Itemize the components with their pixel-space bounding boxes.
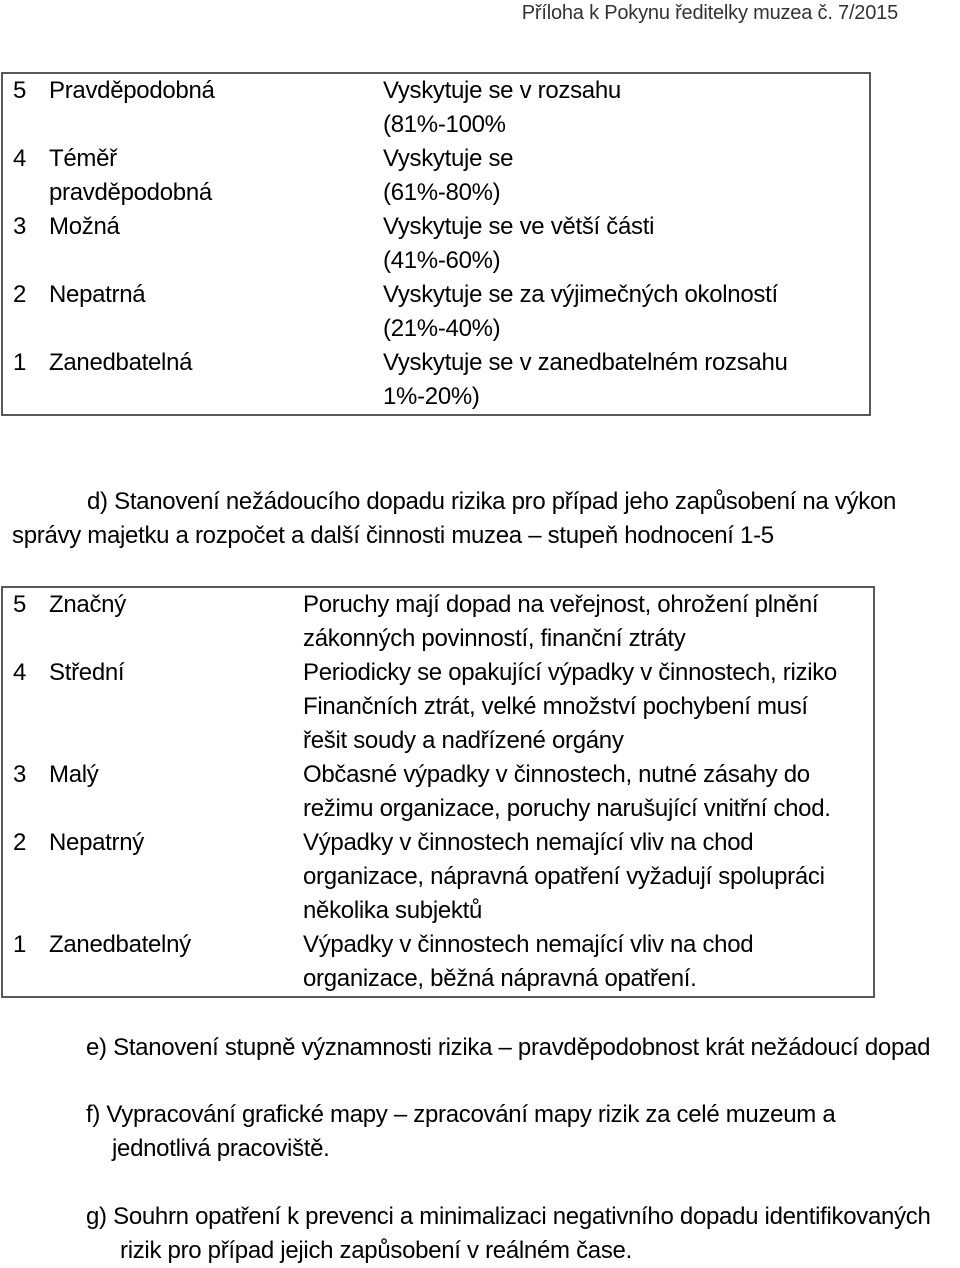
- row-number: 1: [13, 349, 27, 376]
- table-row: [2, 278, 870, 346]
- row-label: Malý: [49, 761, 99, 788]
- row-description-line: 1%-20%): [383, 383, 480, 410]
- row-description-line: režimu organizace, poruchy narušující vnitřní chod.: [303, 795, 831, 822]
- section-f-paragraph: [86, 1098, 946, 1166]
- section-f-line: f) Vypracování grafické mapy – zpracování mapy rizik za celé muzeum a: [86, 1101, 836, 1128]
- row-description-line: (21%-40%): [383, 315, 501, 342]
- table-row: [2, 928, 874, 997]
- row-number: 1: [13, 931, 27, 958]
- section-g-paragraph: [86, 1200, 960, 1268]
- impact-table: [1, 586, 875, 998]
- row-description-line: Vyskytuje se ve větší části: [383, 213, 655, 240]
- table-row: [2, 587, 874, 656]
- row-label: Nepatrný: [49, 829, 144, 856]
- row-description-line: organizace, běžná nápravná opatření.: [303, 965, 697, 992]
- row-description-line: Vyskytuje se za výjimečných okolností: [383, 281, 778, 308]
- row-description-line: Periodicky se opakující výpadky v činnostech, riziko: [303, 659, 837, 686]
- row-label: Střední: [49, 659, 125, 686]
- row-number: 4: [13, 145, 27, 172]
- table-row: [2, 826, 874, 928]
- row-number: 4: [13, 659, 27, 686]
- row-label: Značný: [49, 591, 126, 618]
- table-row: [2, 210, 870, 278]
- row-number: 5: [13, 77, 27, 104]
- table-row: [2, 758, 874, 826]
- row-description-line: Výpadky v činnostech nemající vliv na chod: [303, 931, 754, 958]
- row-number: 3: [13, 213, 27, 240]
- row-label: Zanedbatelná: [49, 349, 193, 376]
- row-description-line: (61%-80%): [383, 179, 501, 206]
- row-number: 2: [13, 281, 27, 308]
- row-label: Nepatrná: [49, 281, 146, 308]
- row-description-line: Vyskytuje se: [383, 145, 514, 172]
- row-number: 3: [13, 761, 27, 788]
- row-description-line: Občasné výpadky v činnostech, nutné zásahy do: [303, 761, 810, 788]
- row-label: Pravděpodobná: [49, 77, 215, 104]
- row-description-line: řešit soudy a nadřízené orgány: [303, 727, 624, 754]
- row-label: Téměř pravděpodobná: [49, 145, 212, 206]
- table-row: [2, 142, 870, 210]
- row-label: Zanedbatelný: [49, 931, 191, 958]
- section-g-line: rizik pro případ jejich zapůsobení v reálném čase.: [120, 1237, 632, 1264]
- table-row: [2, 656, 874, 758]
- row-description-line: Výpadky v činnostech nemající vliv na chod: [303, 829, 754, 856]
- row-description-line: Finančních ztrát, velké množství pochybení musí: [303, 693, 808, 720]
- row-description-line: Vyskytuje se v zanedbatelném rozsahu: [383, 349, 788, 376]
- row-description-line: (41%-60%): [383, 247, 501, 274]
- section-e-paragraph: e) Stanovení stupně významnosti rizika – pravděpodobnost krát nežádoucí dopad: [86, 1034, 931, 1061]
- row-description-line: Poruchy mají dopad na veřejnost, ohrožení plnění: [303, 591, 819, 618]
- section-g-line: g) Souhrn opatření k prevenci a minimalizaci negativního dopadu identifikovaných: [86, 1203, 931, 1230]
- row-description-line: (81%-100%: [383, 111, 506, 138]
- probability-table: [1, 72, 871, 416]
- row-number: 5: [13, 591, 27, 618]
- page-header: Příloha k Pokynu ředitelky muzea č. 7/2015: [521, 2, 898, 24]
- table-row: [2, 346, 870, 415]
- section-d-paragraph: d) Stanovení nežádoucího dopadu rizika pro případ jeho zapůsobení na výkon správy majetku a rozpočet a další činnosti muzea – stupeň hodnocení 1-5: [12, 488, 897, 549]
- row-number: 2: [13, 829, 27, 856]
- row-description-line: Vyskytuje se v rozsahu: [383, 77, 621, 104]
- row-label: Možná: [49, 213, 120, 240]
- row-description-line: několika subjektů: [303, 897, 483, 924]
- row-description-line: zákonných povinností, finanční ztráty: [303, 625, 686, 652]
- section-f-line: jednotlivá pracoviště.: [112, 1135, 330, 1162]
- row-description-line: organizace, nápravná opatření vyžadují spolupráci: [303, 863, 825, 890]
- table-row: [2, 73, 870, 142]
